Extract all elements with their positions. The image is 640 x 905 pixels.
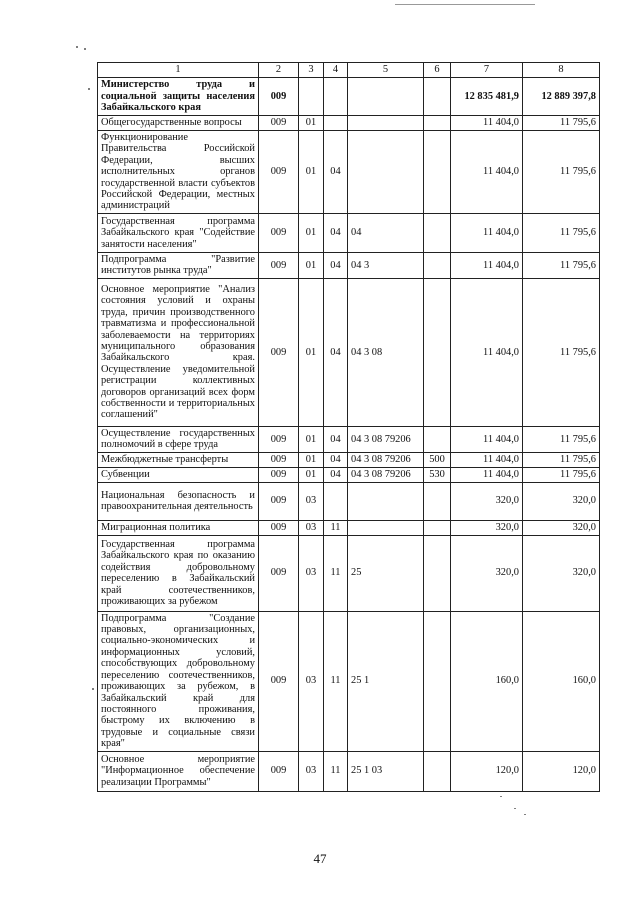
cell-ministry-code: 009 [259,611,299,751]
cell-amount-year1: 11 404,0 [451,252,523,278]
cell-expense-type [424,213,451,252]
table-row [98,520,600,535]
cell-amount-year1: 320,0 [451,482,523,520]
cell-target-article: 04 3 [348,252,424,278]
cell-subsection: 04 [324,131,348,214]
scan-speck [88,88,90,90]
cell-amount-year2: 11 795,6 [523,426,600,452]
cell-ministry-code: 009 [259,467,299,482]
cell-section: 03 [299,520,324,535]
column-header: 7 [451,63,523,78]
table-row [98,426,600,452]
table-row [98,131,600,214]
cell-amount-year2: 160,0 [523,611,600,751]
cell-expense-type [424,611,451,751]
cell-subsection: 04 [324,278,348,426]
row-name: Межбюджетные трансферты [98,452,259,467]
cell-ministry-code: 009 [259,116,299,131]
cell-target-article: 04 [348,213,424,252]
cell-amount-year1: 11 404,0 [451,213,523,252]
cell-amount-year1: 11 404,0 [451,131,523,214]
row-name: Основное мероприятие "Информационное обеспечение реализации Программы" [98,751,259,791]
cell-ministry-code: 009 [259,482,299,520]
row-name: Национальная безопасность и правоохранительная деятельность [98,482,259,520]
cell-subsection [324,482,348,520]
column-header: 6 [424,63,451,78]
table-row [98,213,600,252]
cell-subsection: 04 [324,252,348,278]
cell-target-article [348,520,424,535]
row-name: Миграционная политика [98,520,259,535]
cell-ministry-code: 009 [259,452,299,467]
cell-target-article: 04 3 08 79206 [348,452,424,467]
column-header: 4 [324,63,348,78]
cell-section: 01 [299,278,324,426]
table-row [98,78,600,116]
cell-subsection: 04 [324,467,348,482]
cell-ministry-code: 009 [259,213,299,252]
cell-target-article: 04 3 08 [348,278,424,426]
cell-subsection: 04 [324,213,348,252]
row-name: Субвенции [98,467,259,482]
scan-speck [92,688,94,690]
cell-amount-year2: 12 889 397,8 [523,78,600,116]
cell-ministry-code: 009 [259,751,299,791]
row-name: Общегосударственные вопросы [98,116,259,131]
cell-subsection: 11 [324,535,348,611]
cell-target-article: 25 1 [348,611,424,751]
cell-amount-year2: 320,0 [523,535,600,611]
cell-amount-year2: 11 795,6 [523,252,600,278]
cell-ministry-code: 009 [259,131,299,214]
column-header: 5 [348,63,424,78]
table-row [98,116,600,131]
cell-section: 01 [299,252,324,278]
cell-section: 01 [299,467,324,482]
row-name: Подпрограмма "Развитие институтов рынка труда" [98,252,259,278]
cell-subsection: 04 [324,426,348,452]
cell-amount-year1: 12 835 481,9 [451,78,523,116]
header-row [98,63,600,78]
cell-target-article: 25 [348,535,424,611]
cell-subsection: 11 [324,520,348,535]
cell-section: 01 [299,452,324,467]
cell-expense-type: 500 [424,452,451,467]
row-name: Государственная программа Забайкальского края "Содействие занятости населения" [98,213,259,252]
row-name: Функционирование Правительства Российской Федерации, высших исполнительных органов государственной власти субъектов Российской Федерации, местных администраций [98,131,259,214]
cell-target-article [348,78,424,116]
column-header: 8 [523,63,600,78]
table-row [98,611,600,751]
cell-amount-year2: 320,0 [523,520,600,535]
cell-target-article [348,116,424,131]
cell-amount-year2: 11 795,6 [523,116,600,131]
cell-amount-year2: 11 795,6 [523,452,600,467]
row-name: Осуществление государственных полномочий в сфере труда [98,426,259,452]
cell-section: 01 [299,213,324,252]
table-row [98,452,600,467]
cell-ministry-code: 009 [259,426,299,452]
cell-expense-type [424,278,451,426]
cell-subsection: 04 [324,452,348,467]
cell-ministry-code: 009 [259,252,299,278]
cell-section: 03 [299,482,324,520]
cell-amount-year2: 320,0 [523,482,600,520]
cell-subsection: 11 [324,751,348,791]
row-name: Основное мероприятие "Анализ состояния условий и охраны труда, причин производственного травматизма и профессиональной заболеваемости на территориях муниципального образования Забайкальского края. Осуществление уведомительной регистрации коллективных договоров организаций всех форм собственности и территориальных соглашений" [98,278,259,426]
cell-ministry-code: 009 [259,78,299,116]
table-row [98,252,600,278]
budget-table [97,62,600,792]
cell-amount-year2: 11 795,6 [523,131,600,214]
cell-expense-type [424,116,451,131]
cell-amount-year1: 320,0 [451,535,523,611]
table-row [98,751,600,791]
cell-expense-type [424,78,451,116]
cell-section: 01 [299,131,324,214]
cell-target-article [348,482,424,520]
cell-amount-year1: 160,0 [451,611,523,751]
cell-amount-year1: 11 404,0 [451,278,523,426]
cell-target-article: 04 3 08 79206 [348,426,424,452]
cell-section: 01 [299,426,324,452]
cell-section: 03 [299,751,324,791]
cell-amount-year1: 11 404,0 [451,116,523,131]
scan-speck [76,46,78,48]
cell-ministry-code: 009 [259,535,299,611]
scan-speck [500,796,502,797]
cell-target-article [348,131,424,214]
scan-speck [514,808,516,809]
row-name: Подпрограмма "Создание правовых, организационных, социально-экономических и информационных условий, способствующих добровольному переселению соотечественников, проживающих за рубежом, в Забайкальский край для постоянного проживания, быстрому их включению в трудовые и социальные связи края" [98,611,259,751]
cell-subsection [324,116,348,131]
cell-ministry-code: 009 [259,520,299,535]
scan-artifact-line [395,4,535,5]
scan-speck [524,814,526,815]
cell-ministry-code: 009 [259,278,299,426]
cell-subsection [324,78,348,116]
cell-section: 03 [299,611,324,751]
cell-target-article: 04 3 08 79206 [348,467,424,482]
cell-expense-type [424,482,451,520]
table-row [98,467,600,482]
cell-expense-type [424,535,451,611]
row-name: Государственная программа Забайкальского края по оказанию содействия добровольному переселению в Забайкальский край соотечественников, проживающих за рубежом [98,535,259,611]
cell-amount-year1: 120,0 [451,751,523,791]
column-header: 2 [259,63,299,78]
cell-section: 01 [299,116,324,131]
cell-expense-type [424,426,451,452]
cell-expense-type [424,520,451,535]
cell-subsection: 11 [324,611,348,751]
table-row [98,535,600,611]
table-row [98,278,600,426]
cell-target-article: 25 1 03 [348,751,424,791]
cell-amount-year2: 120,0 [523,751,600,791]
scan-speck [84,48,86,50]
cell-amount-year2: 11 795,6 [523,213,600,252]
cell-amount-year2: 11 795,6 [523,278,600,426]
cell-amount-year1: 11 404,0 [451,467,523,482]
cell-expense-type [424,131,451,214]
table-row [98,482,600,520]
cell-amount-year1: 11 404,0 [451,452,523,467]
cell-amount-year1: 320,0 [451,520,523,535]
cell-amount-year1: 11 404,0 [451,426,523,452]
cell-amount-year2: 11 795,6 [523,467,600,482]
cell-section [299,78,324,116]
cell-expense-type [424,751,451,791]
page-number: 47 [313,851,327,866]
cell-expense-type: 530 [424,467,451,482]
cell-expense-type [424,252,451,278]
column-header: 3 [299,63,324,78]
column-header: 1 [98,63,259,78]
cell-section: 03 [299,535,324,611]
row-name: Министерство труда и социальной защиты населения Забайкальского края [98,78,259,116]
